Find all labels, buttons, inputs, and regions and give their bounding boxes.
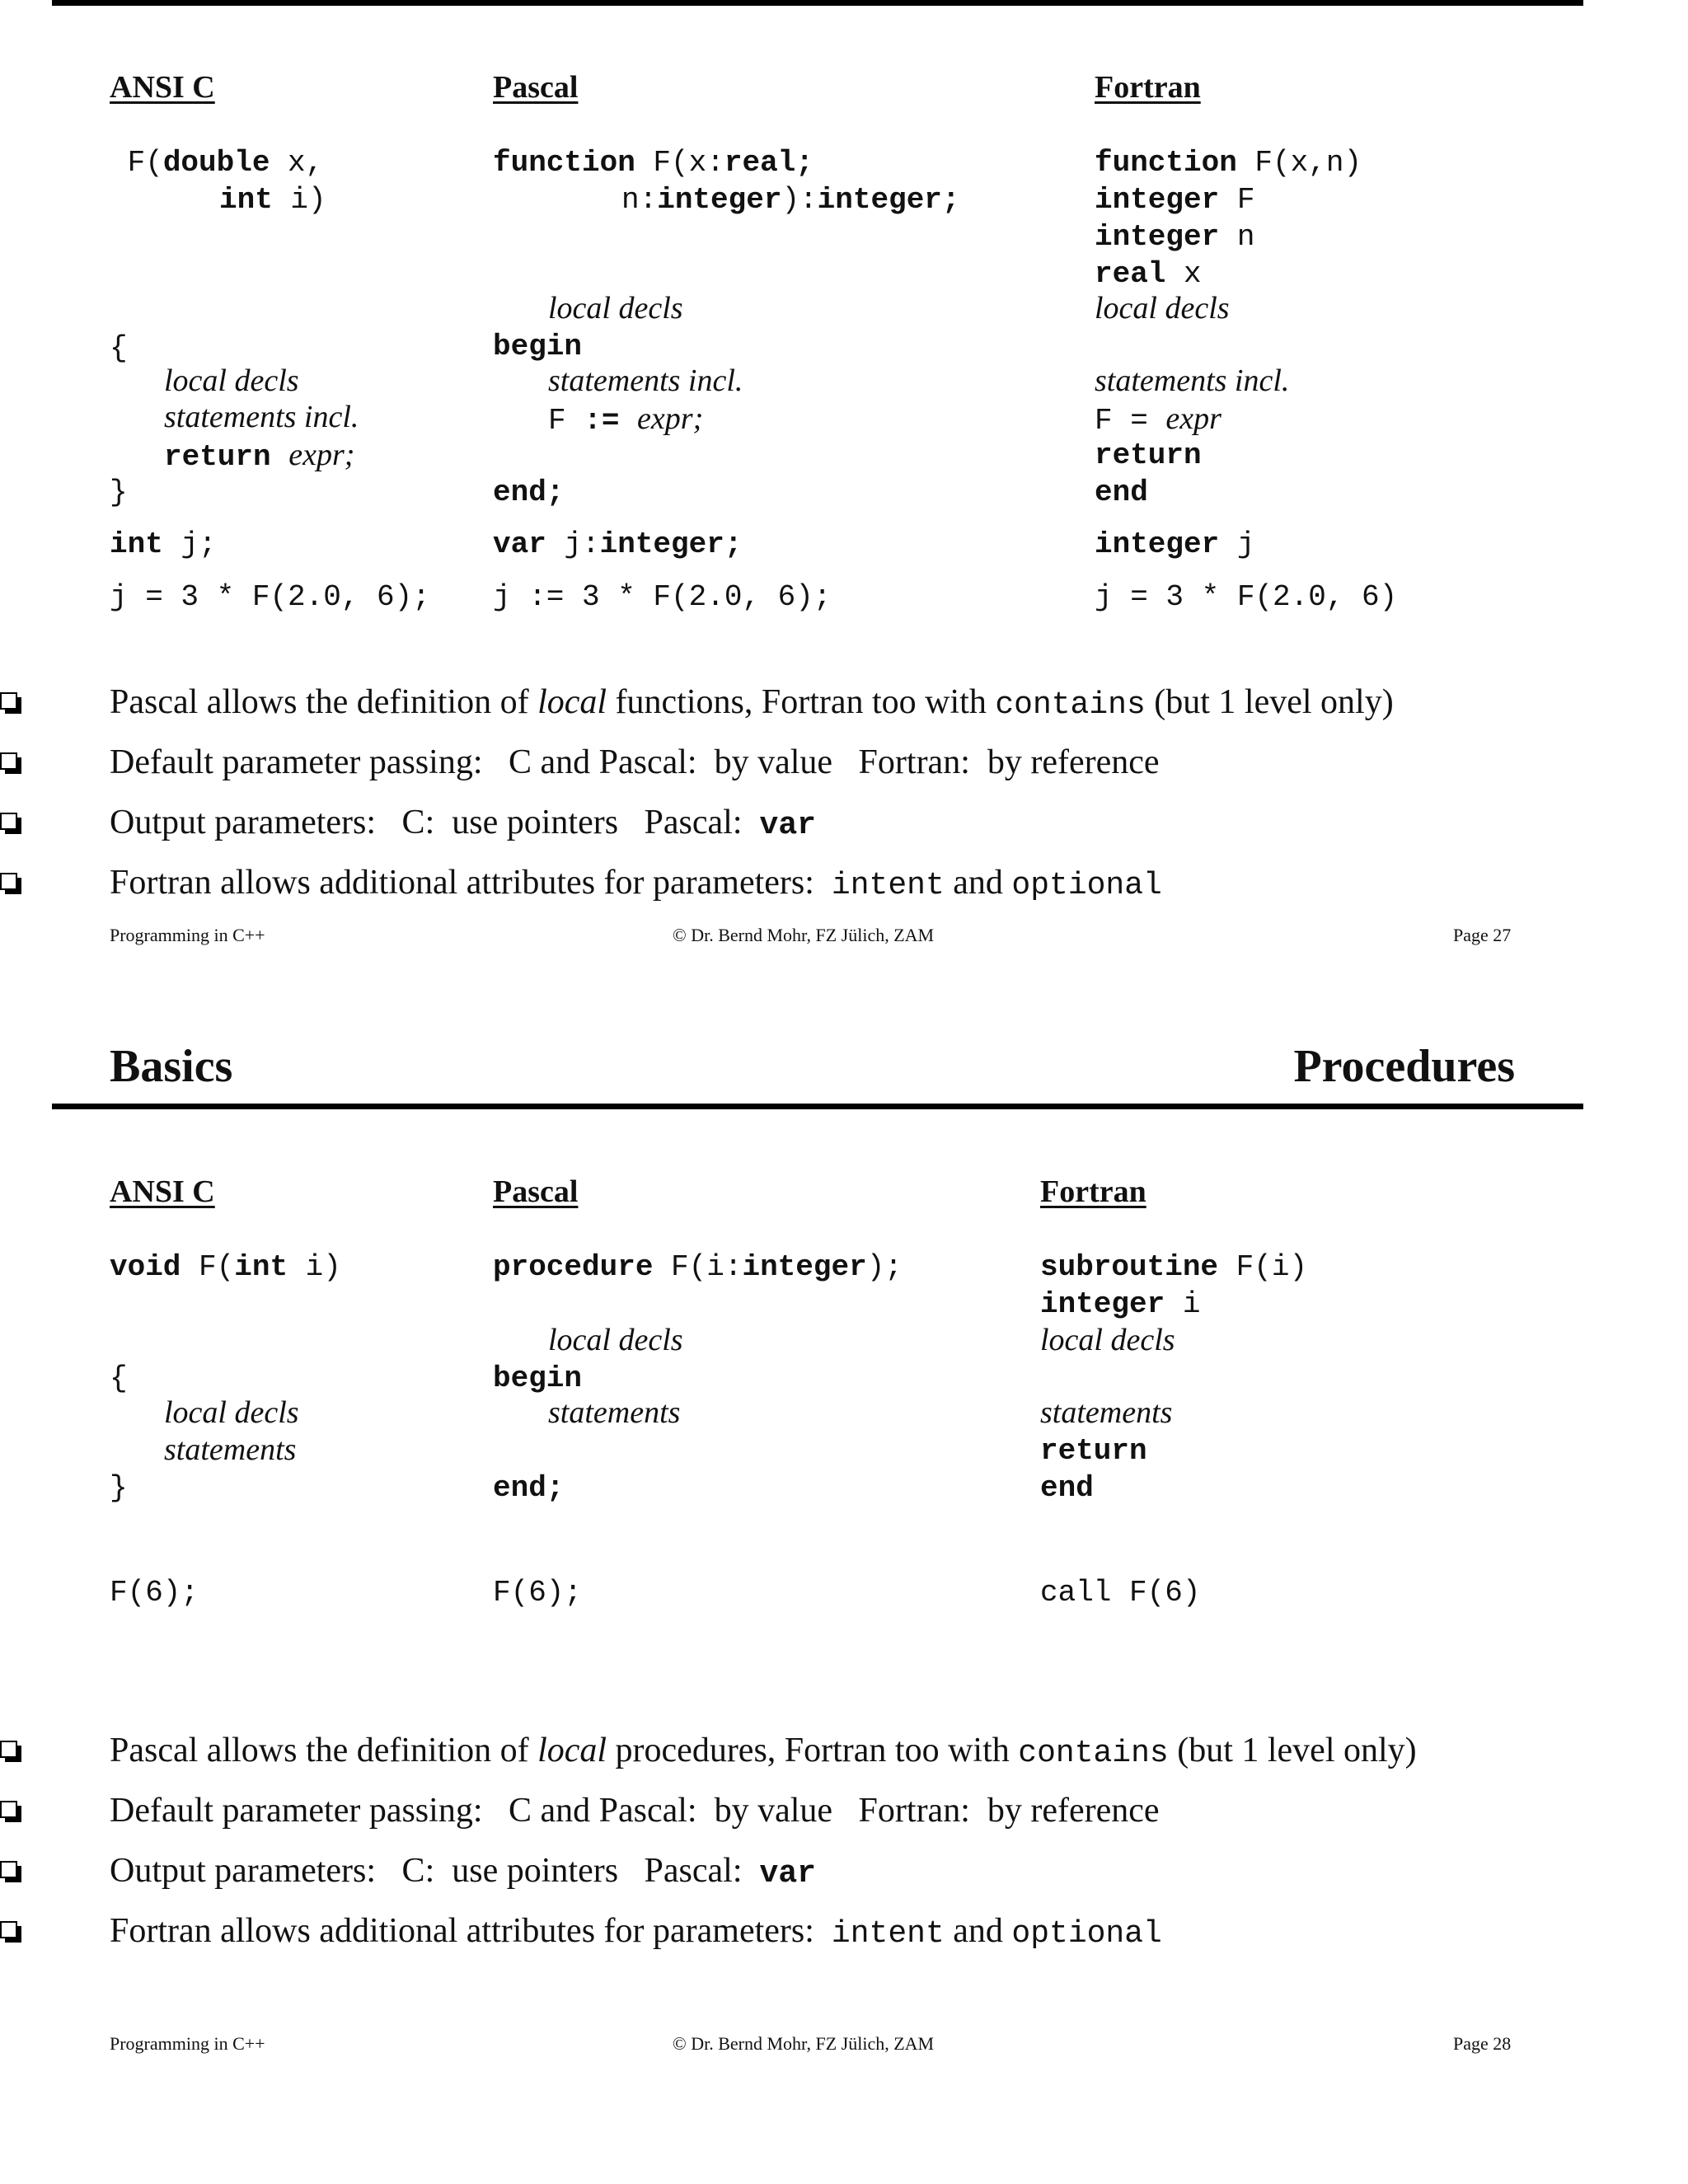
- pascal-function-signature-cont: n:integer):integer;: [621, 183, 960, 217]
- bullet-item: Default parameter passing: C and Pascal: by value Fortran: by reference: [110, 733, 1394, 793]
- fortran-statements: statements incl.: [1095, 363, 1290, 398]
- title-rule: [52, 1104, 1583, 1109]
- fortran-decl-x: real x: [1095, 257, 1202, 291]
- c-function-signature: F(double x,: [110, 146, 324, 180]
- c-call: F(6);: [110, 1576, 199, 1610]
- page-title-right: Procedures: [1293, 1041, 1515, 1092]
- checkbox-bullet-icon: [0, 692, 21, 714]
- pascal-assign: F := expr;: [548, 401, 704, 438]
- fortran-decl-i: integer i: [1040, 1287, 1201, 1321]
- fortran-subroutine-signature: subroutine F(i): [1040, 1250, 1308, 1284]
- c-function-signature-cont: int i): [219, 183, 326, 217]
- footer-page-number: Page 27: [1453, 925, 1512, 945]
- c-local-decls: local decls: [164, 363, 299, 398]
- fortran-local-decls: local decls: [1095, 291, 1230, 326]
- pascal-function-signature: function F(x:real;: [493, 146, 814, 180]
- fortran-return: return: [1095, 438, 1202, 472]
- c-call: j = 3 * F(2.0, 6);: [110, 580, 430, 614]
- bullet-item: Output parameters: C: use pointers Pascal: var: [110, 793, 1394, 853]
- fortran-end: end: [1095, 476, 1148, 509]
- column-header-fortran: Fortran: [1040, 1174, 1146, 1209]
- pascal-statements: statements incl.: [548, 363, 743, 398]
- fortran-return: return: [1040, 1434, 1147, 1468]
- c-brace-open: {: [110, 1361, 128, 1395]
- bullet-item: Default parameter passing: C and Pascal: by value Fortran: by reference: [110, 1781, 1417, 1841]
- c-return-line: return expr;: [164, 438, 355, 474]
- fortran-call: call F(6): [1040, 1576, 1201, 1610]
- pascal-begin: begin: [493, 330, 583, 363]
- footer-center: © Dr. Bernd Mohr, FZ Jülich, ZAM: [673, 2033, 935, 2054]
- checkbox-bullet-icon: [0, 1801, 21, 1822]
- c-statements: statements incl.: [164, 400, 359, 434]
- top-rule: [52, 0, 1583, 6]
- pascal-end: end;: [493, 476, 565, 509]
- pascal-call: j := 3 * F(2.0, 6);: [493, 580, 832, 614]
- pascal-begin: begin: [493, 1361, 583, 1395]
- pascal-var-decl: var j:integer;: [493, 527, 743, 561]
- fortran-call: j = 3 * F(2.0, 6): [1095, 580, 1398, 614]
- column-header-ansi-c: ANSI C: [110, 1174, 215, 1209]
- c-brace-close: }: [110, 476, 128, 509]
- c-local-decls: local decls: [164, 1395, 299, 1430]
- checkbox-bullet-icon: [0, 1921, 21, 1943]
- page-title-left: Basics: [110, 1041, 233, 1092]
- column-header-pascal: Pascal: [493, 1174, 579, 1209]
- checkbox-bullet-icon: [0, 752, 21, 774]
- fortran-local-decls: local decls: [1040, 1323, 1175, 1357]
- pascal-local-decls: local decls: [548, 291, 683, 326]
- bullet-item: Fortran allows additional attributes for parameters: intent and optional: [110, 853, 1394, 913]
- bullet-item: Fortran allows additional attributes for parameters: intent and optional: [110, 1901, 1417, 1961]
- checkbox-bullet-icon: [0, 1861, 21, 1882]
- checkbox-bullet-icon: [0, 873, 21, 894]
- fortran-decl-f: integer F: [1095, 183, 1255, 217]
- fortran-end: end: [1040, 1471, 1094, 1505]
- fortran-statements: statements: [1040, 1395, 1173, 1430]
- bullet-list: [110, 673, 1394, 913]
- c-procedure-signature: void F(int i): [110, 1250, 341, 1284]
- fortran-function-signature: function F(x,n): [1095, 146, 1362, 180]
- c-var-decl: int j;: [110, 527, 217, 561]
- fortran-assign: F = expr: [1095, 401, 1221, 438]
- bullet-list: [110, 1721, 1417, 1961]
- footer-center: © Dr. Bernd Mohr, FZ Jülich, ZAM: [673, 925, 935, 945]
- column-header-fortran: Fortran: [1095, 70, 1201, 105]
- c-brace-open: {: [110, 331, 128, 365]
- c-statements: statements: [164, 1432, 297, 1467]
- footer-page-number: Page 28: [1453, 2033, 1512, 2054]
- bullet-item: Pascal allows the definition of local functions, Fortran too with contains (but 1 level only): [110, 673, 1394, 733]
- fortran-var-decl: integer j: [1095, 527, 1255, 561]
- column-header-pascal: Pascal: [493, 70, 579, 105]
- bullet-item: Pascal allows the definition of local procedures, Fortran too with contains (but 1 level only): [110, 1721, 1417, 1781]
- pascal-end: end;: [493, 1471, 565, 1505]
- pascal-call: F(6);: [493, 1576, 583, 1610]
- pascal-statements: statements: [548, 1395, 681, 1430]
- footer-left: Programming in C++: [110, 2033, 265, 2054]
- checkbox-bullet-icon: [0, 1741, 21, 1762]
- c-brace-close: }: [110, 1471, 128, 1505]
- bullet-item: Output parameters: C: use pointers Pascal: var: [110, 1841, 1417, 1901]
- fortran-decl-n: integer n: [1095, 220, 1255, 254]
- checkbox-bullet-icon: [0, 813, 21, 834]
- column-header-ansi-c: ANSI C: [110, 70, 215, 105]
- pascal-local-decls: local decls: [548, 1323, 683, 1357]
- pascal-procedure-signature: procedure F(i:integer);: [493, 1250, 903, 1284]
- footer-left: Programming in C++: [110, 925, 265, 945]
